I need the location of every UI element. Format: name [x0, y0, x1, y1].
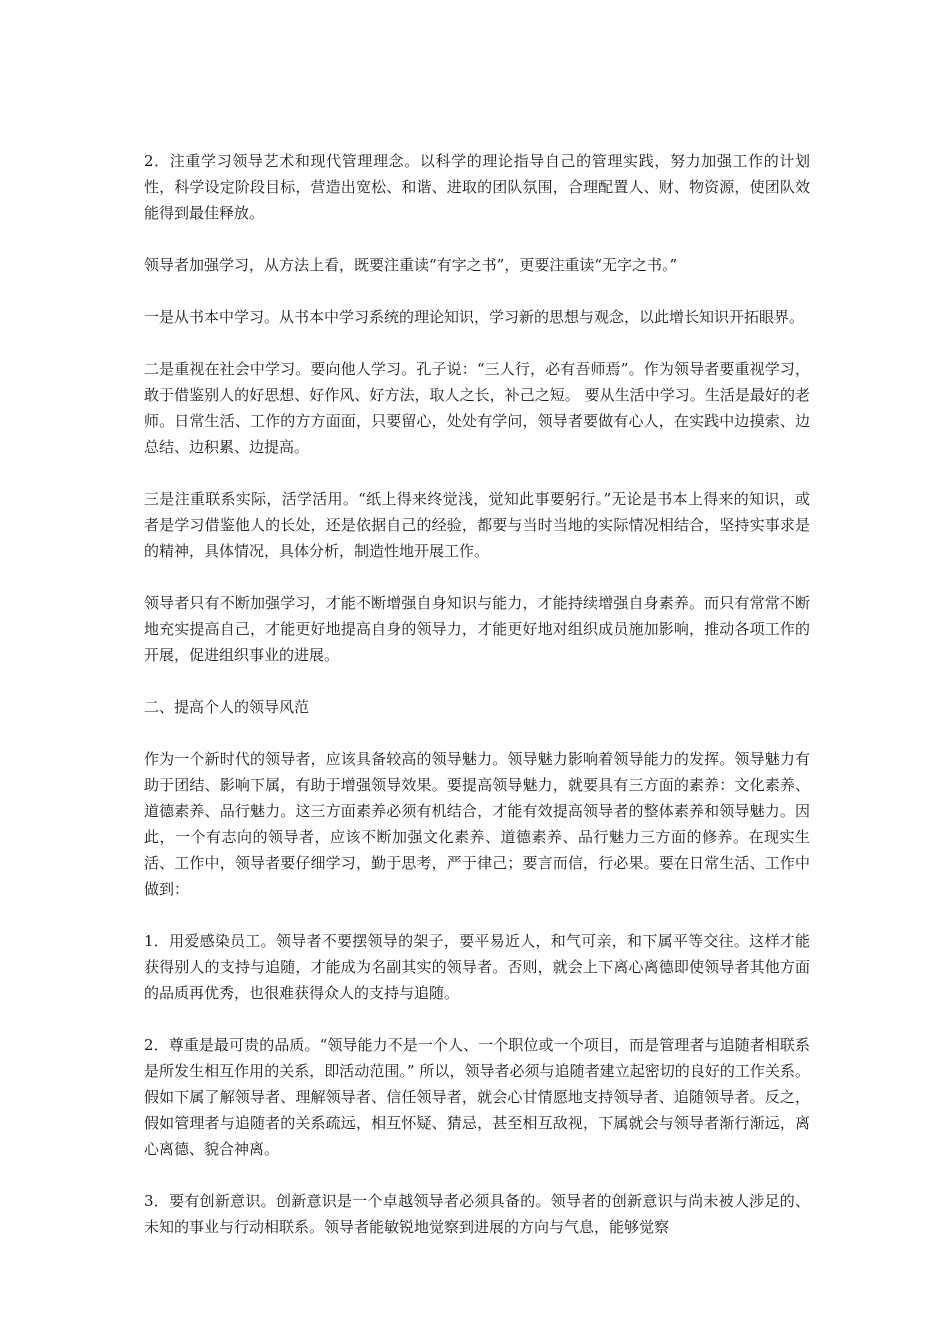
paragraph: 作为一个新时代的领导者，应该具备较高的领导魅力。领导魅力影响着领导能力的发挥。领导魅力有助于团结、影响下属，有助于增强领导效果。要提高领导魅力，就要具有三方面的素养：文化素养、道德素养、品行魅力。这三方面素养必须有机结合，才能有效提高领导者的整体素养和领导魅力。因此，一个有志向的领导者，应该不断加强文化素养、道德素养、品行魅力三方面的修养。在现实生活、工作中，领导者要仔细学习，勤于思考，严于律己；要言而信，行必果。要在日常生活、工作中做到： [144, 750, 810, 898]
paragraph: 3．要有创新意识。创新意识是一个卓越领导者必须具备的。领导者的创新意识与尚未被人涉足的、未知的事业与行动相联系。领导者能敏锐地觉察到进展的方向与气息，能够觉察 [144, 1192, 810, 1236]
paragraph: 一是从书本中学习。从书本中学习系统的理论知识，学习新的思想与观念，以此增长知识开拓眼界。 [144, 308, 805, 326]
paragraph: 三是注重联系实际，活学活用。“纸上得来终觉浅，觉知此事要躬行。”无论是书本上得来的知识，或者是学习借鉴他人的长处，还是依据自己的经验，都要与当时当地的实际情况相结合，坚持实事求是的精神，具体情况，具体分析，制造性地开展工作。 [144, 490, 810, 560]
paragraph: 二是重视在社会中学习。要向他人学习。孔子说：“三人行，必有吾师焉”。作为领导者要重视学习，敢于借鉴别人的好思想、好作风、好方法，取人之长，补己之短。 要从生活中学习。生活是最好的老师。日常生活、工作的方方面面，只要留心，处处有学问，领导者要做有心人，在实践中边摸索、边总结、边积累、边提高。 [144, 360, 810, 456]
paragraph: 领导者加强学习，从方法上看，既要注重读“有字之书”，更要注重读“无字之书。” [144, 256, 678, 274]
section-heading: 二、提高个人的领导风范 [144, 698, 310, 716]
paragraph: 1．用爱感染员工。领导者不要摆领导的架子，要平易近人，和气可亲，和下属平等交往。这样才能获得别人的支持与追随，才能成为名副其实的领导者。否则，就会上下离心离德即使领导者其他方面的品质再优秀，也很难获得众人的支持与追随。 [144, 932, 810, 1002]
paragraph: 2．注重学习领导艺术和现代管理理念。以科学的理论指导自己的管理实践，努力加强工作的计划性，科学设定阶段目标，营造出宽松、和谐、进取的团队氛围，合理配置人、财、物资源，使团队效能得到最佳释放。 [144, 152, 810, 222]
document-body [144, 148, 810, 1266]
paragraph: 2．尊重是最可贵的品质。“领导能力不是一个人、一个职位或一个项目，而是管理者与追随者相联系是所发生相互作用的关系，即活动范围。” 所以，领导者必须与追随者建立起密切的良好的工作关系。假如下属了解领导者、理解领导者、信任领导者，就会心甘情愿地支持领导者、追随领导者。反之，假如管理者与追随者的关系疏远，相互怀疑、猜忌，甚至相互敌视，下属就会与领导者渐行渐远，离心离德、貌合神离。 [144, 1036, 810, 1158]
paragraph: 领导者只有不断加强学习，才能不断增强自身知识与能力，才能持续增强自身素养。而只有常常不断地充实提高自己，才能更好地提高自身的领导力，才能更好地对组织成员施加影响，推动各项工作的开展，促进组织事业的进展。 [144, 594, 810, 664]
